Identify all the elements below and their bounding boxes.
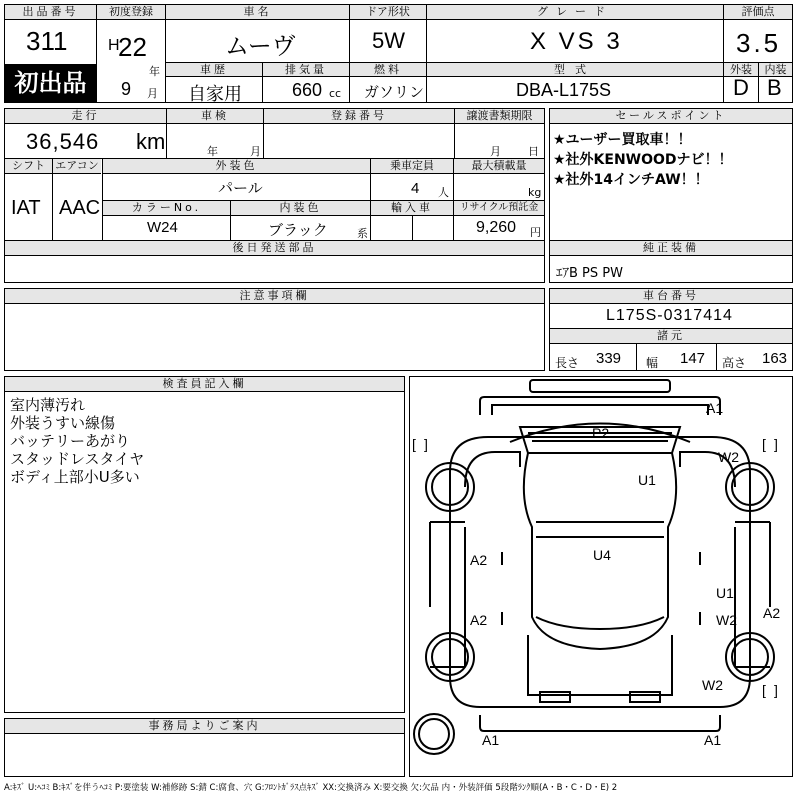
first-listing-badge: 初出品 <box>5 64 96 102</box>
sales-point: ★社外KENWOODナビ！！ <box>553 152 733 168</box>
inspector-remark: 室内薄汚れ <box>10 396 86 414</box>
door-header: ドア形状 <box>350 5 426 20</box>
inspector-remark: 外装うすい線傷 <box>10 414 116 432</box>
shift-header: シフト <box>5 159 52 174</box>
mileage: 36,546 <box>26 129 100 154</box>
sales-points-header: セールスポイント <box>550 109 792 124</box>
interior-color: ブラック <box>268 221 328 239</box>
damage-mark: A2 <box>470 612 488 628</box>
kei-suffix: 系 <box>357 227 368 240</box>
chassis-number: L175S-0317414 <box>606 307 733 324</box>
sales-point: ★ユーザー買取車！！ <box>553 132 692 148</box>
inspection-month-unit: 月 <box>250 145 261 158</box>
ext-grade: D <box>733 75 749 100</box>
svg-text:[: [ <box>762 682 766 698</box>
history-header: 車歴 <box>166 63 262 76</box>
length: 339 <box>596 350 622 367</box>
history: 自家用 <box>188 84 242 105</box>
fuel: ガソリン <box>364 83 425 101</box>
damage-legend: A:ｷｽﾞ U:ﾍｺﾐ B:ｷｽﾞを伴うﾍｺﾐ P:要塗装 W:補修跡 S:錆 C:腐食、穴 G:ﾌﾛﾝﾄｶﾞﾗｽ点ｷｽﾞ XX:交換済み X:要交換 欠:欠品 内・外装評価 5段階ﾗﾝｸ順(A・B・C・D・E) 2 <box>4 783 618 793</box>
km-unit: km <box>136 129 166 154</box>
color-no-header: カラーNo. <box>103 201 230 216</box>
capacity: 4 <box>411 180 420 197</box>
office-header: 事務局よりご案内 <box>5 719 404 734</box>
damage-mark: U1 <box>638 472 656 488</box>
width: 147 <box>680 350 706 367</box>
damage-diagram <box>409 376 793 777</box>
import-header: 輸入車 <box>371 201 453 216</box>
reg-year: 22 <box>118 32 147 62</box>
inspector-remark: ボディ上部小U多い <box>10 468 140 486</box>
color-header: 外装色 <box>103 159 370 174</box>
sales-point: ★社外14インチAW！！ <box>553 172 709 188</box>
body-color: パール <box>218 179 263 197</box>
kg-unit: kg <box>528 186 542 199</box>
cc-unit: cc <box>329 87 342 100</box>
damage-mark: W2 <box>716 612 737 628</box>
score: 3.5 <box>736 28 782 58</box>
svg-text:[: [ <box>762 436 766 452</box>
ac-header: エアコン <box>53 159 101 174</box>
damage-mark: U1 <box>716 585 734 601</box>
month-unit: 月 <box>147 87 158 100</box>
damage-mark: A2 <box>470 552 488 568</box>
transfer-day-unit: 日 <box>528 145 539 158</box>
door-type: 5W <box>372 28 405 53</box>
interior-color-header: 内装色 <box>231 201 370 216</box>
mileage-header: 走行 <box>5 109 166 124</box>
model-code: DBA-L175S <box>516 80 612 100</box>
notes-header: 注意事項欄 <box>5 289 544 304</box>
capacity-header: 乗車定員 <box>371 159 453 174</box>
length-label: 長さ <box>555 356 580 370</box>
yen-unit: 円 <box>530 226 541 239</box>
model-header: 型式 <box>427 63 723 76</box>
damage-mark: A1 <box>482 732 500 748</box>
inspector-remark: バッテリーあがり <box>10 432 131 450</box>
car-name: ムーヴ <box>225 32 296 60</box>
ac: AAC <box>59 197 101 219</box>
reg-month: 9 <box>121 79 132 99</box>
damage-mark: A1 <box>706 400 724 416</box>
fuel-header: 燃料 <box>350 63 426 76</box>
chassis-header: 車台番号 <box>550 289 792 304</box>
specs-header: 諸元 <box>550 329 792 344</box>
height-label: 高さ <box>722 356 747 370</box>
equipment: ｴｱB PS PW <box>556 266 623 281</box>
svg-text:[: [ <box>412 436 416 452</box>
first-reg-header: 初度登録 <box>97 5 165 20</box>
height: 163 <box>762 350 788 367</box>
displacement-header: 排気量 <box>263 63 349 76</box>
damage-mark: A2 <box>763 605 781 621</box>
shift: IAT <box>11 197 41 219</box>
int-header: 内装 <box>759 63 792 76</box>
later-parts-header: 後日発送部品 <box>5 241 544 256</box>
damage-mark: U4 <box>593 547 611 563</box>
int-grade: B <box>767 75 782 100</box>
width-label: 幅 <box>646 356 659 370</box>
inspection-header: 車検 <box>167 109 263 124</box>
damage-mark: W2 <box>718 449 739 465</box>
displacement: 660 <box>292 80 323 100</box>
era: H <box>108 37 120 54</box>
reg-number-header: 登録番号 <box>264 109 454 124</box>
inspector-remark: スタッドレスタイヤ <box>10 450 145 468</box>
car-name-header: 車名 <box>166 5 349 20</box>
person-unit: 人 <box>438 186 449 199</box>
inspector-header: 検査員記入欄 <box>5 377 404 392</box>
transfer-doc-header: 譲渡書類期限 <box>455 109 544 124</box>
score-header: 評価点 <box>724 5 792 20</box>
recycle-fee: 9,260 <box>476 219 517 236</box>
transfer-month-unit: 月 <box>490 145 501 158</box>
lot-number: 311 <box>26 26 68 56</box>
color-no: W24 <box>147 219 178 236</box>
ext-header: 外装 <box>724 63 758 76</box>
max-load-header: 最大積載量 <box>454 159 544 174</box>
equipment-header: 純正装備 <box>550 241 792 256</box>
grade-header: グレード <box>427 5 723 20</box>
lot-number-header: 出品番号 <box>5 5 96 20</box>
damage-mark: A1 <box>704 732 722 748</box>
damage-mark: P2 <box>592 425 610 441</box>
svg-text:]: ] <box>774 682 778 698</box>
svg-text:]: ] <box>774 436 778 452</box>
grade: X VS 3 <box>530 28 623 55</box>
year-unit: 年 <box>149 65 160 78</box>
damage-mark: W2 <box>702 677 723 693</box>
svg-text:]: ] <box>424 436 428 452</box>
recycle-header: リサイクル預託金 <box>454 201 544 216</box>
inspection-year-unit: 年 <box>207 145 218 158</box>
